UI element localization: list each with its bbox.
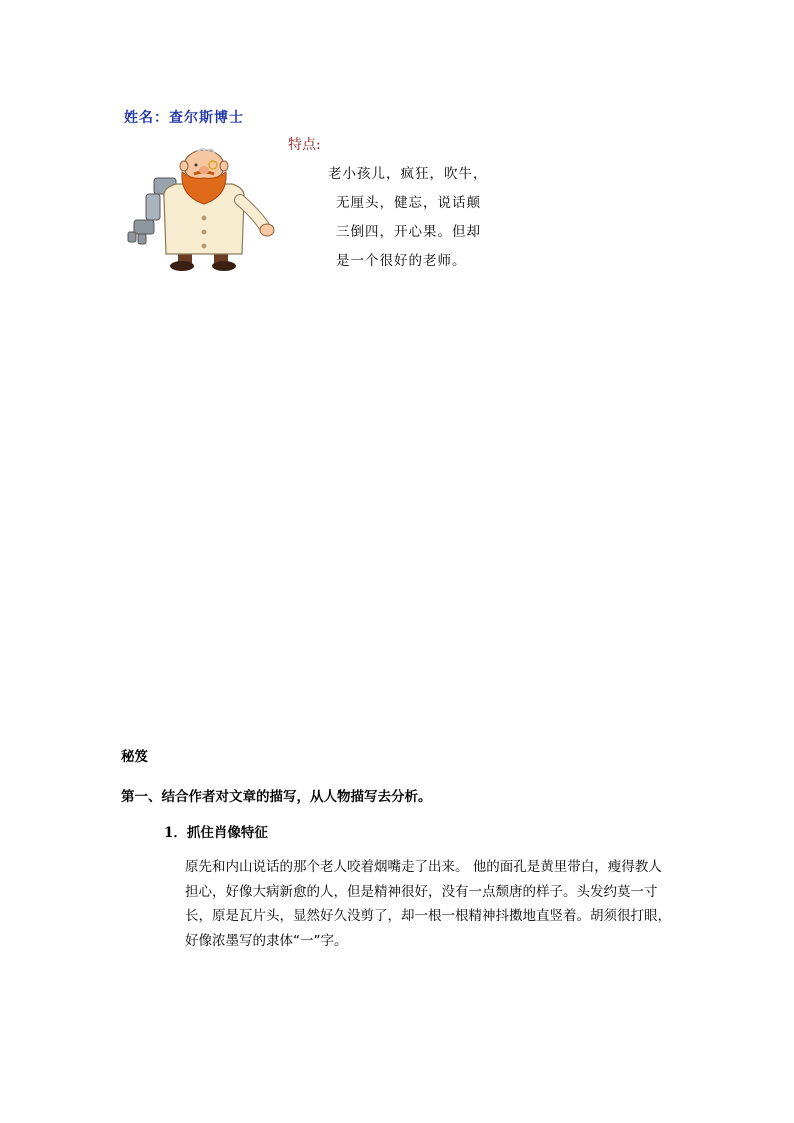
- section-heading: 第一、结合作者对文章的描写，从人物描写去分析。: [121, 789, 432, 805]
- sub-heading: 1．抓住肖像特征: [164, 825, 268, 841]
- trait-line: 无厘头，健忘，说话颠: [336, 195, 481, 211]
- trait-line: 是一个很好的老师。: [336, 253, 467, 269]
- traits-label: 特点:: [288, 137, 321, 153]
- trait-line: 老小孩儿，疯狂，吹牛，: [328, 166, 488, 182]
- professor-portrait-image: [124, 148, 284, 274]
- character-name: 姓名：查尔斯博士: [124, 110, 244, 126]
- passage-paragraph: 原先和内山说话的那个老人咬着烟嘴走了出来。 他的面孔是黄里带白，瘦得教人担心，好像大病新愈的人，但是精神很好，没有一点颓唐的样子。头发约莫一寸长，原是瓦片头，显然好久没剪了，却一根一根精神抖擞地直竖着。胡须很打眼，好像浓墨写的隶体“一”字。: [185, 859, 671, 949]
- trait-line: 三倒四，开心果。但却: [336, 224, 481, 240]
- tips-title: 秘笈: [121, 749, 148, 765]
